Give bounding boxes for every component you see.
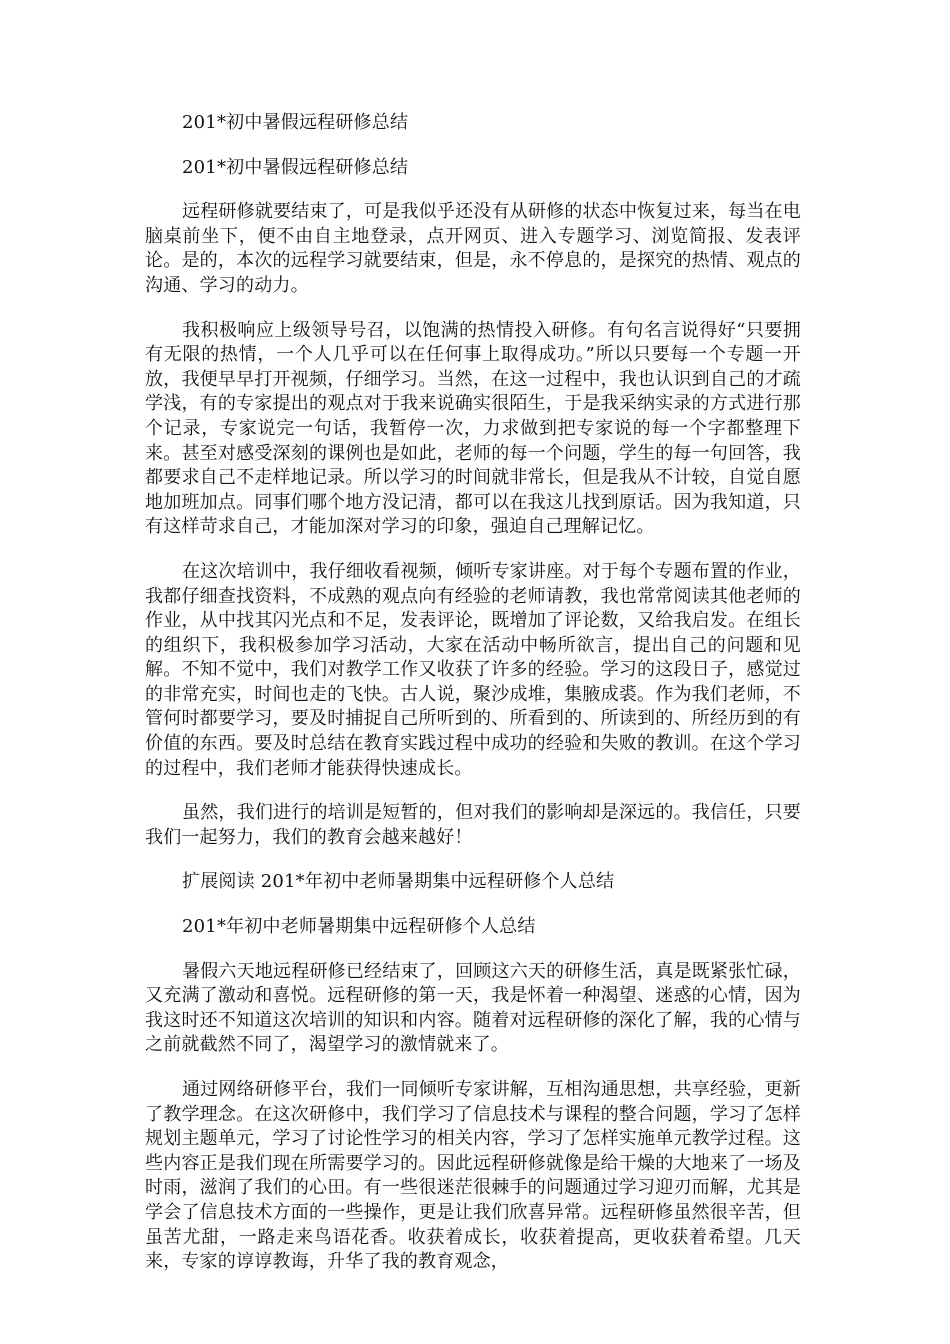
extended-article-title: 201*年初中老师暑期集中远程研修个人总结 (182, 916, 536, 938)
extended-reading-heading: 扩展阅读 201*年初中老师暑期集中远程研修个人总结 (182, 871, 615, 893)
document-subtitle: 201*初中暑假远程研修总结 (182, 156, 409, 178)
document-title: 201*初中暑假远程研修总结 (182, 112, 409, 133)
body-paragraph: 在这次培训中，我仔细收看视频，倾听专家讲座。对于每个专题布置的作业，我都仔细查找资料，不成熟的观点向有经验的老师请教，我也常常阅读其他老师的作业，从中找其闪光点和不足，发表评论，既增加了评论数，又给我启发。在组长的组织下，我积极参加学习活动，大家在活动中畅所欲言，提出自己的问题和见解。不知不觉中，我们对教学工作又收获了许多的经验。学习的这段日子，感觉过的非常充实，时间也走的飞快。古人说，聚沙成堆，集腋成裘。作为我们老师，不管何时都要学习，要及时捕捉自己所听到的、所看到的、所读到的、所经历到的有价值的东西。要及时总结在教育实践过程中成功的经验和失败的教训。在这个学习的过程中，我们老师才能获得快速成长。 (145, 560, 801, 779)
body-paragraph: 我积极响应上级领导号召，以饱满的热情投入研修。有句名言说得好“只要拥有无限的热情，一个人几乎可以在任何事上取得成功。”所以只要每一个专题一开放，我便早早打开视频，仔细学习。当然，在这一过程中，我也认识到自己的才疏学浅，有的专家提出的观点对于我来说确实很陌生，于是我采纳实录的方式进行那个记录，专家说完一句话，我暂停一次，力求做到把专家说的每一个字都整理下来。甚至对感受深刻的课例也是如此，老师的每一个问题，学生的每一句回答，我都要求自己不走样地记录。所以学习的时间就非常长，但是我从不计较，自觉自愿地加班加点。同事们哪个地方没记清，都可以在我这儿找到原话。因为我知道，只有这样苛求自己，才能加深对学习的印象，强迫自己理解记忆。 (145, 319, 801, 538)
body-paragraph: 远程研修就要结束了，可是我似乎还没有从研修的状态中恢复过来，每当在电脑桌前坐下，便不由自主地登录，点开网页、进入专题学习、浏览简报、发表评论。是的，本次的远程学习就要结束，但是，永不停息的，是探究的热情、观点的沟通、学习的动力。 (145, 201, 801, 296)
extended-paragraph: 通过网络研修平台，我们一同倾听专家讲解，互相沟通思想，共享经验，更新了教学理念。在这次研修中，我们学习了信息技术与课程的整合问题，学习了怎样规划主题单元，学习了讨论性学习的相关内容，学习了怎样实施单元教学过程。这些内容正是我们现在所需要学习的。因此远程研修就像是给干燥的大地来了一场及时雨，滋润了我们的心田。有一些很迷茫很棘手的问题通过学习迎刃而解，尤其是学会了信息技术方面的一些操作，更是让我们欣喜异常。远程研修虽然很辛苦，但虽苦尤甜，一路走来鸟语花香。收获着成长，收获着提高，更收获着希望。几天来，专家的谆谆教诲，升华了我的教育观念， (145, 1079, 801, 1273)
extended-paragraph: 暑假六天地远程研修已经结束了，回顾这六天的研修生活，真是既紧张忙碌，又充满了激动和喜悦。远程研修的第一天，我是怀着一种渴望、迷惑的心情，因为我这时还不知道这次培训的知识和内容。随着对远程研修的深化了解，我的心情与之前就截然不同了，渴望学习的激情就来了。 (145, 960, 801, 1056)
document-page (145, 111, 801, 1295)
body-paragraph: 虽然，我们进行的培训是短暂的，但对我们的影响却是深远的。我信任，只要我们一起努力，我们的教育会越来越好！ (145, 802, 801, 848)
